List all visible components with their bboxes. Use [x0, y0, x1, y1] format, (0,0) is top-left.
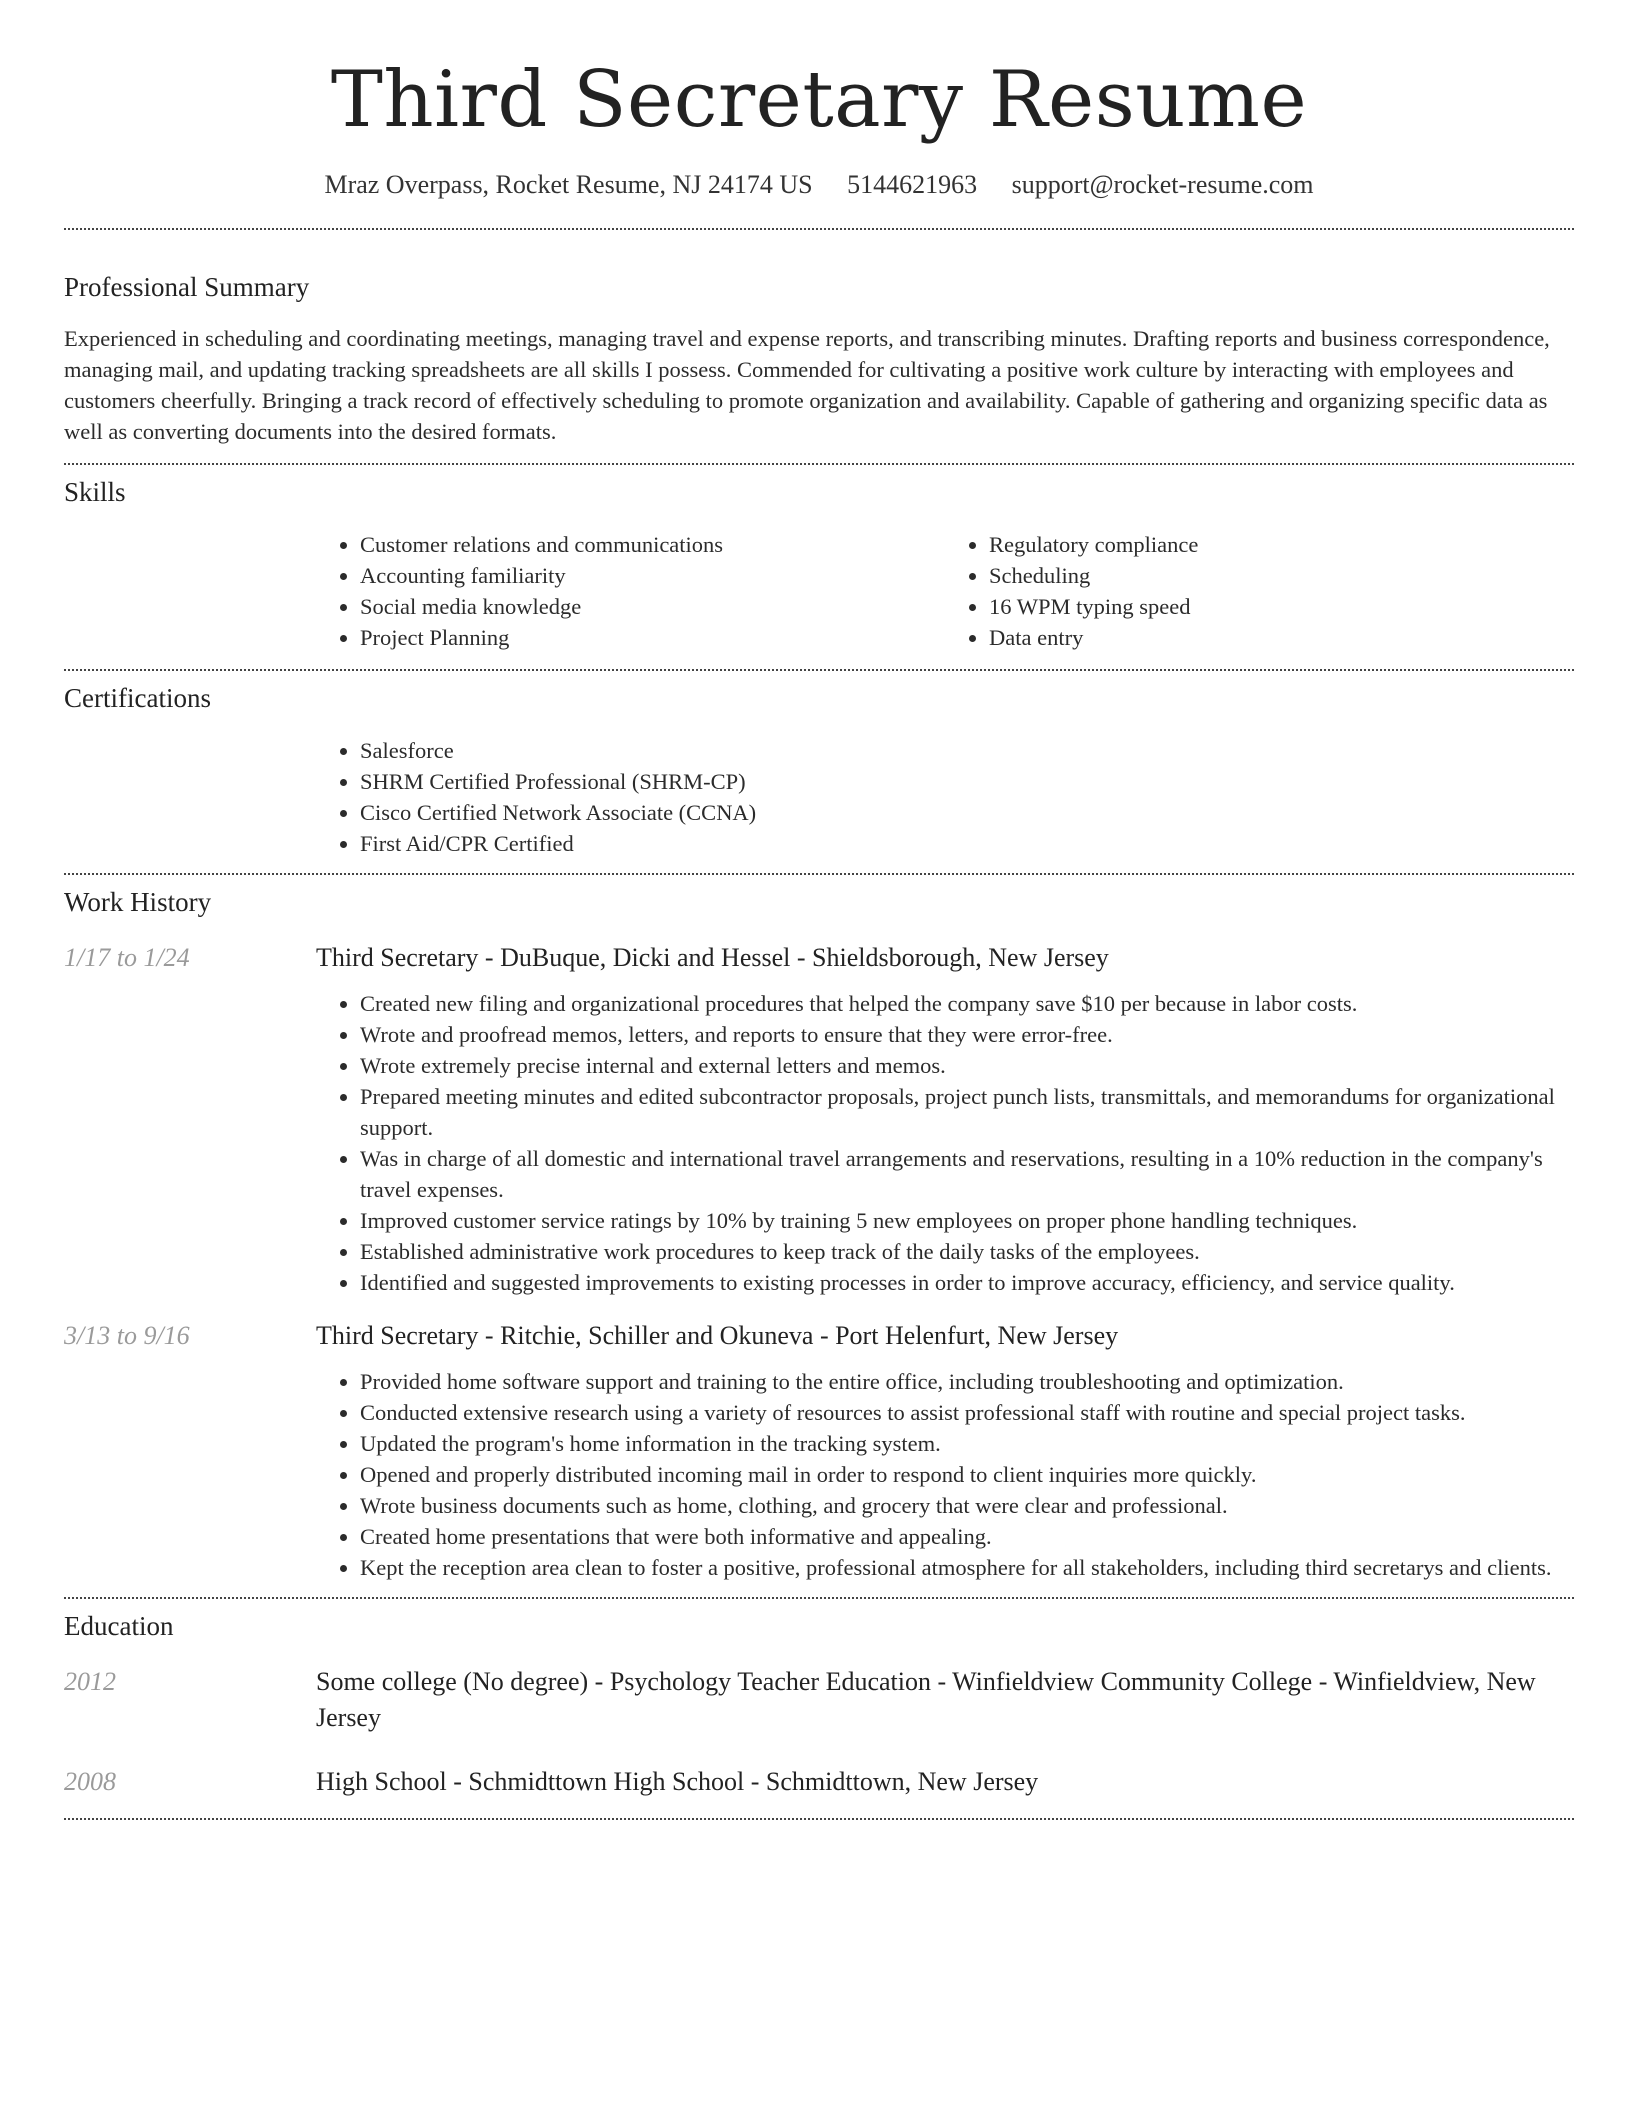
skill-item: • 16 WPM typing speed [989, 591, 1574, 622]
skills-section [64, 477, 1574, 653]
skill-item: • Regulatory compliance [989, 529, 1574, 560]
job-entry [64, 1318, 1574, 1354]
job-bullet: • Created home presentations that were both informative and appealing. [360, 1521, 1574, 1552]
education-year: 2008 [64, 1767, 116, 1796]
skill-item: • Project Planning [360, 622, 945, 653]
job-bullet: • Kept the reception area clean to foster a positive, professional atmosphere for all stakeholders, including third secretarys and clients. [360, 1552, 1574, 1583]
divider [64, 669, 1574, 671]
skill-item: • Customer relations and communications [360, 529, 945, 560]
job-dates: 3/13 to 9/16 [64, 1321, 190, 1350]
education-section [64, 1611, 1574, 1800]
certification-item: • Cisco Certified Network Associate (CCNA) [360, 797, 1574, 828]
summary-heading: Professional Summary [64, 272, 310, 302]
job-bullet: • Wrote and proofread memos, letters, and reports to ensure that they were error-free. [360, 1019, 1574, 1050]
education-entry [64, 1664, 1574, 1736]
contact-email: support@rocket-resume.com [1011, 170, 1314, 199]
summary-text: Experienced in scheduling and coordinating meetings, managing travel and expense reports, and transcribing minutes. Drafting reports and business correspondence, managing mail, and updating tracking spreadsheets are all skills I possess. Commended for cultivating a positive work culture by interacting with employees and customers cheerfully. Bringing a track record of effectively scheduling to promote organization and availability. Capable of gathering and organizing specific data as well as converting documents into the desired formats. [64, 326, 1550, 444]
job-entry [64, 940, 1574, 976]
skill-item: • Social media knowledge [360, 591, 945, 622]
education-detail: High School - Schmidttown High School - Schmidttown, New Jersey [316, 1767, 1039, 1796]
work-history-heading: Work History [64, 887, 212, 917]
skills-columns [316, 529, 1574, 653]
divider [64, 873, 1574, 875]
education-detail: Some college (No degree) - Psychology Teacher Education - Winfieldview Community College - Winfieldview, New Jersey [316, 1667, 1536, 1732]
job-bullet: • Wrote extremely precise internal and external letters and memos. [360, 1050, 1574, 1081]
skills-list-right [945, 529, 1574, 653]
job-bullet: • Prepared meeting minutes and edited subcontractor proposals, project punch lists, transmittals, and memorandums for organizational support. [360, 1081, 1574, 1143]
job-bullet: • Updated the program's home information in the tracking system. [360, 1428, 1574, 1459]
skill-item: • Scheduling [989, 560, 1574, 591]
summary-section [64, 272, 1574, 447]
job-bullet: • Provided home software support and training to the entire office, including troubleshooting and optimization. [360, 1366, 1574, 1397]
job-bullet: • Improved customer service ratings by 10% by training 5 new employees on proper phone handling techniques. [360, 1205, 1574, 1236]
contact-address: Mraz Overpass, Rocket Resume, NJ 24174 US [324, 170, 813, 199]
skill-item: • Accounting familiarity [360, 560, 945, 591]
contact-line [64, 170, 1574, 200]
divider [64, 1818, 1574, 1820]
job-bullets [316, 1366, 1574, 1583]
divider [64, 463, 1574, 465]
job-bullet: • Wrote business documents such as home, clothing, and grocery that were clear and professional. [360, 1490, 1574, 1521]
resume-page [64, 0, 1574, 1820]
education-heading: Education [64, 1611, 174, 1641]
education-year: 2012 [64, 1667, 116, 1696]
job-bullet: • Was in charge of all domestic and international travel arrangements and reservations, resulting in a 10% reduction in the company's travel expenses. [360, 1143, 1574, 1205]
job-bullet: • Established administrative work procedures to keep track of the daily tasks of the employees. [360, 1236, 1574, 1267]
resume-title: Third Secretary Resume [330, 55, 1308, 145]
education-entry [64, 1764, 1574, 1800]
skills-heading: Skills [64, 477, 126, 507]
certifications-heading: Certifications [64, 683, 211, 713]
job-bullet: • Identified and suggested improvements to existing processes in order to improve accuracy, efficiency, and service quality. [360, 1267, 1574, 1298]
certification-item: • First Aid/CPR Certified [360, 828, 1574, 859]
skill-item: • Data entry [989, 622, 1574, 653]
job-title: Third Secretary - Ritchie, Schiller and Okuneva - Port Helenfurt, New Jersey [316, 1321, 1119, 1350]
contact-phone: 5144621963 [847, 170, 978, 199]
certifications-section [64, 683, 1574, 859]
certifications-list [316, 735, 1574, 859]
job-bullet: • Created new filing and organizational procedures that helped the company save $10 per because in labor costs. [360, 988, 1574, 1019]
job-dates: 1/17 to 1/24 [64, 943, 190, 972]
certification-item: • Salesforce [360, 735, 1574, 766]
job-bullet: • Conducted extensive research using a variety of resources to assist professional staff with routine and special project tasks. [360, 1397, 1574, 1428]
job-bullet: • Opened and properly distributed incoming mail in order to respond to client inquiries more quickly. [360, 1459, 1574, 1490]
skills-list-left [316, 529, 945, 653]
job-bullets [316, 988, 1574, 1298]
divider [64, 228, 1574, 230]
certification-item: • SHRM Certified Professional (SHRM-CP) [360, 766, 1574, 797]
job-title: Third Secretary - DuBuque, Dicki and Hessel - Shieldsborough, New Jersey [316, 943, 1109, 972]
divider [64, 1597, 1574, 1599]
work-history-section [64, 887, 1574, 1583]
